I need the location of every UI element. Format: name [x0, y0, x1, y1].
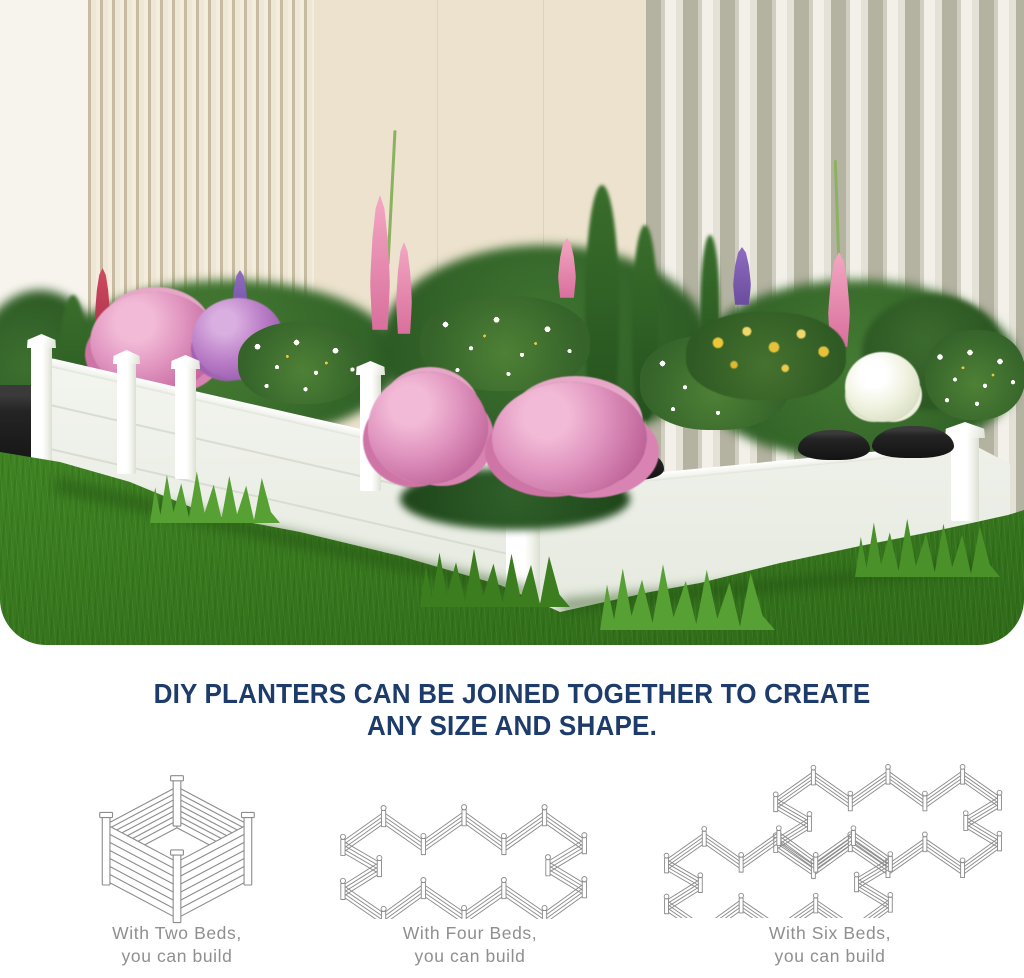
bed-corner-post: [117, 362, 136, 474]
caption-line: With Six Beds,: [768, 923, 892, 943]
figure-six-beds: [652, 760, 1008, 918]
caption-line: you can build: [774, 946, 886, 966]
seed-stem: [386, 130, 396, 265]
two-bed-diagram: [62, 768, 292, 926]
caption-two-beds: [62, 922, 292, 968]
caption-line: you can build: [414, 946, 526, 966]
caption-six-beds: [715, 922, 945, 968]
yellow-mum-cluster: [686, 312, 846, 400]
bed-corner-post: [951, 436, 979, 521]
figure-four-beds: [330, 775, 610, 919]
caption-four-beds: [355, 922, 585, 968]
nursery-pot: [798, 430, 870, 460]
headline: [0, 678, 1024, 742]
wall-seam: [437, 0, 438, 300]
pink-lupine-spike: [396, 242, 412, 334]
caption-line: With Four Beds,: [402, 923, 538, 943]
caption-line: you can build: [121, 946, 233, 966]
nursery-pot: [872, 426, 954, 458]
white-hydrangea: [845, 352, 920, 422]
hydrangea-cluster: [492, 382, 647, 494]
caption-line: With Two Beds,: [112, 923, 242, 943]
headline-line-2: ANY SIZE AND SHAPE.: [366, 710, 658, 741]
bed-corner-post: [175, 367, 196, 479]
six-bed-diagram: [652, 760, 1008, 918]
daisy-cluster: [925, 330, 1024, 420]
pink-lupine-spike: [370, 195, 390, 330]
configuration-figures: [0, 760, 1024, 978]
daisy-cluster: [238, 322, 368, 404]
four-bed-diagram: [330, 775, 610, 919]
headline-line-1: DIY PLANTERS CAN BE JOINED TOGETHER TO CREATE: [153, 678, 871, 709]
bed-corner-post: [31, 346, 52, 476]
figure-two-beds: [62, 768, 292, 926]
hydrangea-cluster: [368, 372, 488, 484]
